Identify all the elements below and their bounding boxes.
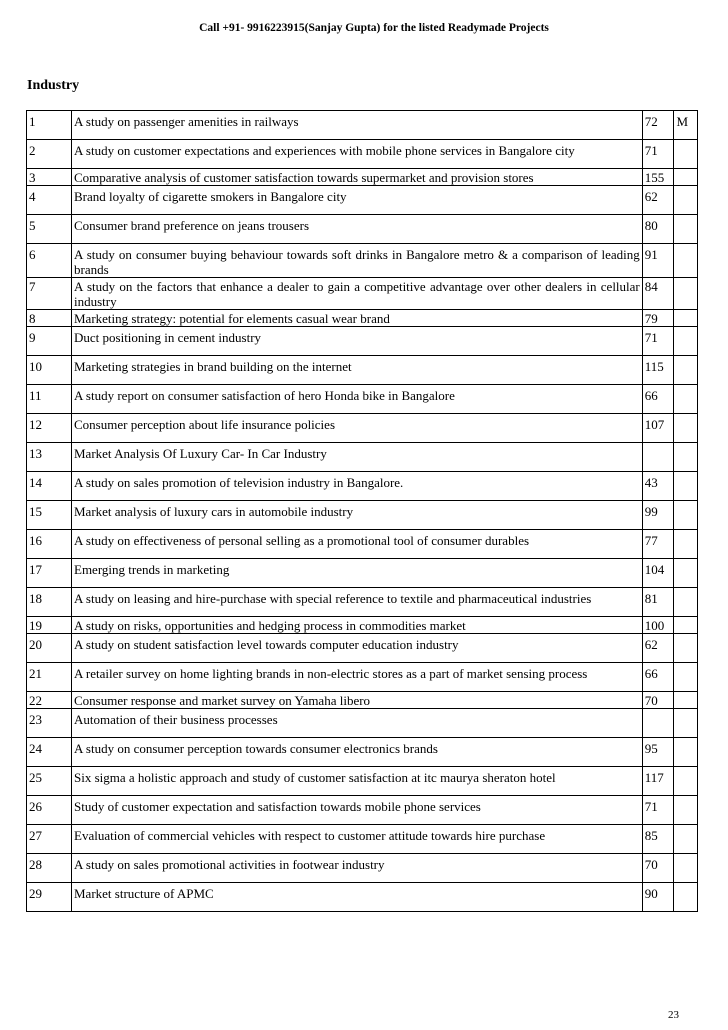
project-number: 10 (27, 356, 72, 385)
table-row (27, 663, 698, 692)
project-number: 22 (27, 692, 72, 709)
project-title: A study on leasing and hire-purchase with special reference to textile and pharmaceutical industries (72, 588, 643, 617)
project-title: Consumer perception about life insurance policies (72, 414, 643, 443)
project-pages: 81 (642, 588, 674, 617)
project-title: A retailer survey on home lighting brands in non-electric stores as a part of market sensing process (72, 663, 643, 692)
project-number: 6 (27, 244, 72, 278)
section-title: Industry (27, 78, 80, 93)
project-pages: 115 (642, 356, 674, 385)
project-number: 17 (27, 559, 72, 588)
table-row (27, 767, 698, 796)
project-number: 5 (27, 215, 72, 244)
project-code (674, 559, 698, 588)
project-code (674, 634, 698, 663)
table-row (27, 738, 698, 767)
table-row (27, 327, 698, 356)
project-number: 27 (27, 825, 72, 854)
project-code (674, 530, 698, 559)
project-number: 14 (27, 472, 72, 501)
project-pages: 72 (642, 111, 674, 140)
project-title: A study on student satisfaction level towards computer education industry (72, 634, 643, 663)
project-code (674, 472, 698, 501)
project-title: A study on consumer perception towards consumer electronics brands (72, 738, 643, 767)
project-pages: 100 (642, 617, 674, 634)
project-pages: 70 (642, 692, 674, 709)
table-row (27, 588, 698, 617)
project-code (674, 244, 698, 278)
project-pages: 80 (642, 215, 674, 244)
table-row (27, 854, 698, 883)
table-row (27, 215, 698, 244)
table-row (27, 617, 698, 634)
table-row (27, 111, 698, 140)
project-number: 9 (27, 327, 72, 356)
table-row (27, 634, 698, 663)
project-pages: 99 (642, 501, 674, 530)
table-row (27, 709, 698, 738)
project-pages: 71 (642, 140, 674, 169)
project-number: 26 (27, 796, 72, 825)
project-pages: 71 (642, 327, 674, 356)
project-code (674, 186, 698, 215)
project-code (674, 414, 698, 443)
project-code (674, 738, 698, 767)
project-code (674, 825, 698, 854)
project-code (674, 588, 698, 617)
project-code (674, 385, 698, 414)
project-pages: 66 (642, 385, 674, 414)
project-title: A study report on consumer satisfaction of hero Honda bike in Bangalore (72, 385, 643, 414)
project-pages: 84 (642, 278, 674, 310)
project-pages: 104 (642, 559, 674, 588)
project-title: Market analysis of luxury cars in automobile industry (72, 501, 643, 530)
project-number: 18 (27, 588, 72, 617)
project-code (674, 709, 698, 738)
project-pages: 70 (642, 854, 674, 883)
project-code (674, 501, 698, 530)
table-row (27, 530, 698, 559)
project-pages (642, 709, 674, 738)
table-row (27, 414, 698, 443)
project-number: 21 (27, 663, 72, 692)
table-row (27, 385, 698, 414)
project-title: Consumer brand preference on jeans trousers (72, 215, 643, 244)
projects-table-body (27, 111, 698, 912)
project-code (674, 617, 698, 634)
page-number: 23 (668, 1009, 679, 1021)
project-number: 11 (27, 385, 72, 414)
project-pages: 90 (642, 883, 674, 912)
project-number: 12 (27, 414, 72, 443)
table-row (27, 356, 698, 385)
project-pages: 117 (642, 767, 674, 796)
project-title: A study on effectiveness of personal selling as a promotional tool of consumer durables (72, 530, 643, 559)
project-title: Market Analysis Of Luxury Car- In Car Industry (72, 443, 643, 472)
project-number: 13 (27, 443, 72, 472)
project-title: Comparative analysis of customer satisfaction towards supermarket and provision stores (72, 169, 643, 186)
project-title: Brand loyalty of cigarette smokers in Bangalore city (72, 186, 643, 215)
project-code (674, 796, 698, 825)
table-row (27, 472, 698, 501)
project-number: 3 (27, 169, 72, 186)
project-title: A study on consumer buying behaviour towards soft drinks in Bangalore metro & a comparison of leading brands (72, 244, 643, 278)
project-code (674, 663, 698, 692)
project-title: A study on customer expectations and experiences with mobile phone services in Bangalore city (72, 140, 643, 169)
project-number: 2 (27, 140, 72, 169)
project-code (674, 327, 698, 356)
project-pages: 79 (642, 310, 674, 327)
table-row (27, 186, 698, 215)
project-title: A study on risks, opportunities and hedging process in commodities market (72, 617, 643, 634)
project-pages: 91 (642, 244, 674, 278)
table-row (27, 883, 698, 912)
project-number: 4 (27, 186, 72, 215)
project-title: Study of customer expectation and satisfaction towards mobile phone services (72, 796, 643, 825)
projects-table (26, 110, 698, 912)
table-row (27, 443, 698, 472)
project-code (674, 140, 698, 169)
project-pages: 77 (642, 530, 674, 559)
table-row (27, 244, 698, 278)
project-code (674, 443, 698, 472)
project-title: Marketing strategy: potential for elements casual wear brand (72, 310, 643, 327)
table-row (27, 501, 698, 530)
project-title: A study on sales promotional activities in footwear industry (72, 854, 643, 883)
project-title: Emerging trends in marketing (72, 559, 643, 588)
project-title: Six sigma a holistic approach and study of customer satisfaction at itc maurya sheraton hotel (72, 767, 643, 796)
table-row (27, 692, 698, 709)
project-number: 24 (27, 738, 72, 767)
project-pages: 62 (642, 634, 674, 663)
project-title: A study on the factors that enhance a dealer to gain a competitive advantage over other dealers in cellular industry (72, 278, 643, 310)
project-pages: 43 (642, 472, 674, 501)
project-code (674, 692, 698, 709)
project-number: 25 (27, 767, 72, 796)
project-number: 28 (27, 854, 72, 883)
table-row (27, 169, 698, 186)
table-row (27, 278, 698, 310)
project-pages: 85 (642, 825, 674, 854)
project-title: Evaluation of commercial vehicles with respect to customer attitude towards hire purchase (72, 825, 643, 854)
project-title: Market structure of APMC (72, 883, 643, 912)
project-title: A study on passenger amenities in railways (72, 111, 643, 140)
project-code (674, 169, 698, 186)
project-code (674, 278, 698, 310)
project-title: Automation of their business processes (72, 709, 643, 738)
project-code (674, 215, 698, 244)
project-code (674, 883, 698, 912)
project-number: 23 (27, 709, 72, 738)
project-number: 7 (27, 278, 72, 310)
table-row (27, 140, 698, 169)
project-pages: 95 (642, 738, 674, 767)
project-code (674, 854, 698, 883)
project-number: 1 (27, 111, 72, 140)
project-pages: 107 (642, 414, 674, 443)
project-pages: 66 (642, 663, 674, 692)
project-number: 20 (27, 634, 72, 663)
project-number: 8 (27, 310, 72, 327)
project-title: Duct positioning in cement industry (72, 327, 643, 356)
project-number: 19 (27, 617, 72, 634)
project-code (674, 767, 698, 796)
project-number: 29 (27, 883, 72, 912)
project-title: Marketing strategies in brand building on the internet (72, 356, 643, 385)
project-code: M (674, 111, 698, 140)
project-title: Consumer response and market survey on Yamaha libero (72, 692, 643, 709)
project-pages: 71 (642, 796, 674, 825)
table-row (27, 796, 698, 825)
table-row (27, 825, 698, 854)
table-row (27, 559, 698, 588)
project-pages (642, 443, 674, 472)
project-title: A study on sales promotion of television industry in Bangalore. (72, 472, 643, 501)
page-header: Call +91- 9916223915(Sanjay Gupta) for the listed Readymade Projects (199, 22, 549, 34)
table-row (27, 310, 698, 327)
project-pages: 62 (642, 186, 674, 215)
project-code (674, 310, 698, 327)
project-number: 15 (27, 501, 72, 530)
project-number: 16 (27, 530, 72, 559)
project-code (674, 356, 698, 385)
project-pages: 155 (642, 169, 674, 186)
